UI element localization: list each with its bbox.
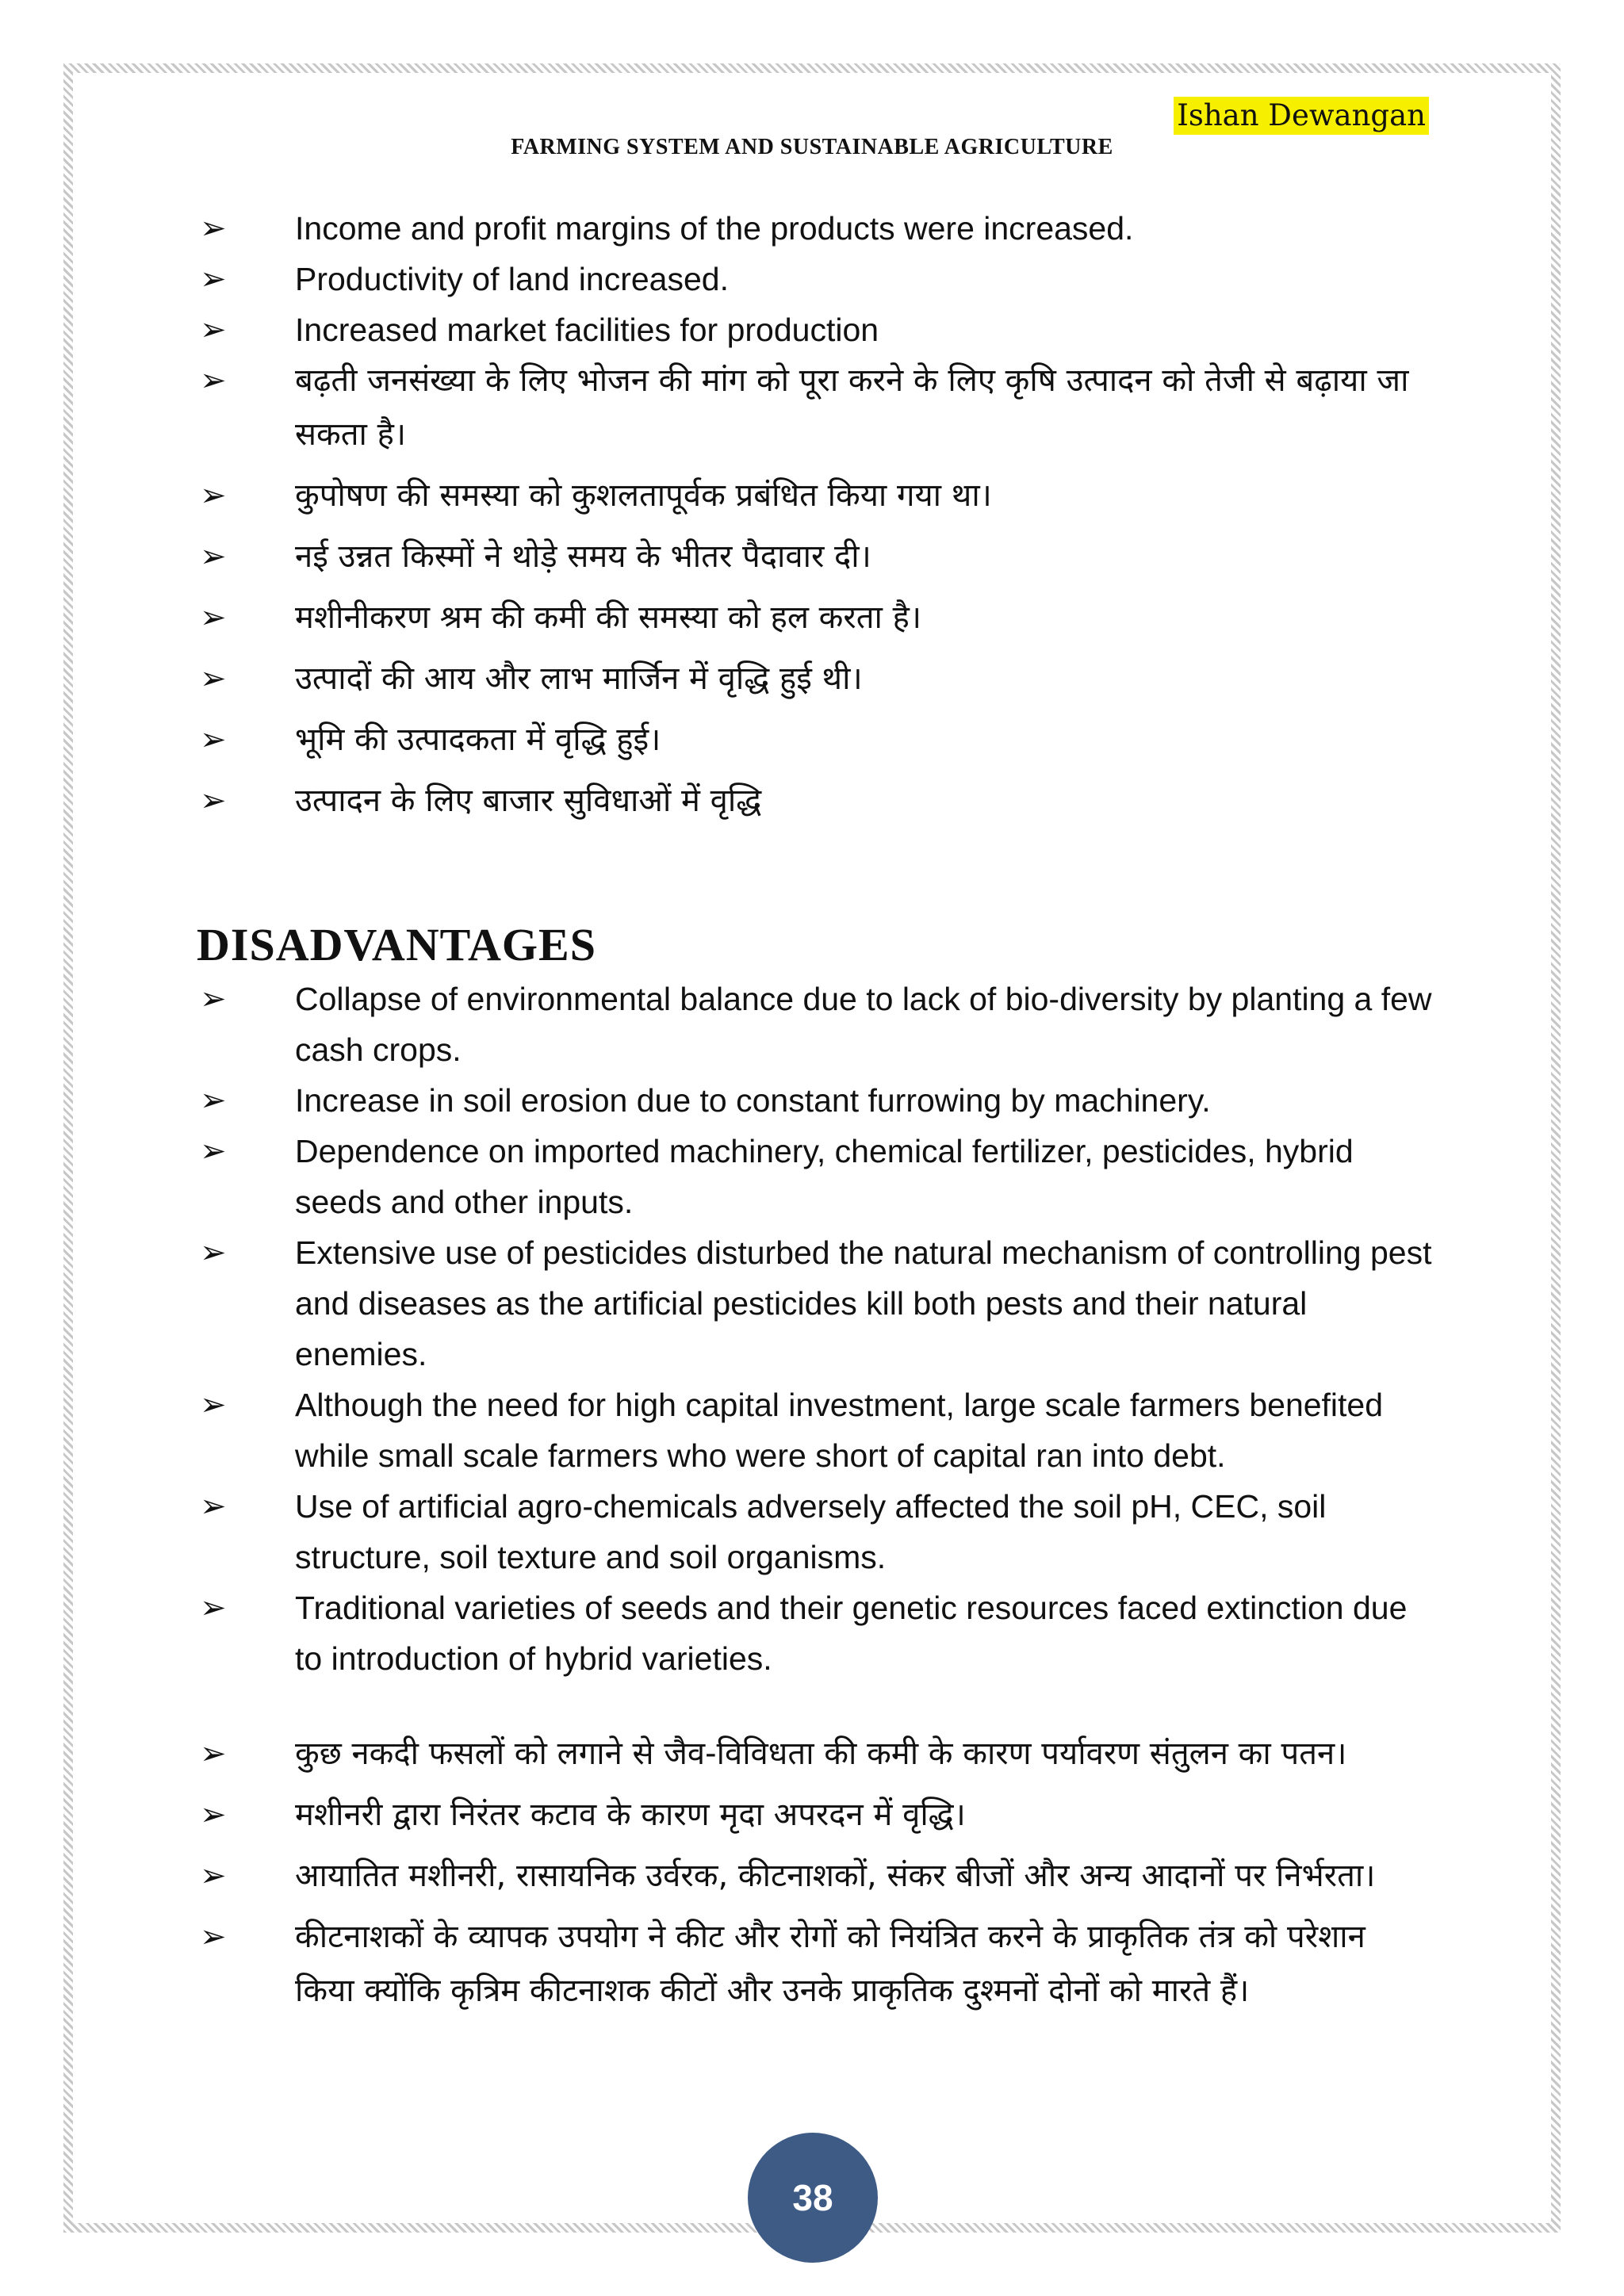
arrowhead-bullet-icon: ➢ [200,1735,227,1772]
list-item [0,1380,1624,1481]
list-item [0,1481,1624,1582]
list-item [0,354,1624,461]
list-item [0,1075,1624,1126]
arrowhead-bullet-icon: ➢ [200,312,227,348]
list-item-text: कुछ नकदी फसलों को लगाने से जैव-विविधता की कमी के कारण पर्यावरण संतुलन का पतन। [295,1735,1347,1772]
arrowhead-bullet-icon: ➢ [200,1488,227,1525]
arrowhead-bullet-icon: ➢ [200,261,227,297]
list-item-text: Extensive use of pesticides disturbed the natural mechanism of controlling pest and diseases as the artificial pesticides kill both pests and their natural enemies. [295,1234,1432,1372]
arrowhead-bullet-icon: ➢ [200,1797,227,1833]
list-item [0,1849,1624,1903]
list-item-text: Income and profit margins of the products were increased. [295,210,1134,247]
advantages-list-english [0,203,1624,355]
list-item [0,469,1624,522]
list-item [0,1727,1624,1781]
list-item [0,1788,1624,1842]
arrowhead-bullet-icon: ➢ [200,362,227,399]
arrowhead-bullet-icon: ➢ [200,1590,227,1626]
arrowhead-bullet-icon: ➢ [200,721,227,758]
list-item [0,591,1624,645]
arrowhead-bullet-icon: ➢ [200,1387,227,1423]
arrowhead-bullet-icon: ➢ [200,783,227,819]
list-item-text: आयातित मशीनरी, रासायनिक उर्वरक, कीटनाशकों, संकर बीजों और अन्य आदानों पर निर्भरता। [295,1858,1376,1894]
list-item [0,652,1624,706]
list-item-text: बढ़ती जनसंख्या के लिए भोजन की मांग को पूरा करने के लिए कृषि उत्पादन को तेजी से बढ़ाया जा सकता है। [295,362,1409,453]
list-item [0,203,1624,254]
arrowhead-bullet-icon: ➢ [200,477,227,514]
list-item-text: Increase in soil erosion due to constant furrowing by machinery. [295,1082,1211,1119]
advantages-list-hindi [0,354,1624,835]
list-item-text: Use of artificial agro-chemicals adversely affected the soil pH, CEC, soil structure, soil texture and soil organisms. [295,1488,1327,1575]
arrowhead-bullet-icon: ➢ [200,660,227,697]
arrowhead-bullet-icon: ➢ [200,1919,227,1955]
arrowhead-bullet-icon: ➢ [200,599,227,636]
list-item-text: मशीनरी द्वारा निरंतर कटाव के कारण मृदा अपरदन में वृद्धि। [295,1797,966,1833]
list-item-text: Increased market facilities for production [295,312,879,348]
arrowhead-bullet-icon: ➢ [200,981,227,1017]
arrowhead-bullet-icon: ➢ [200,538,227,575]
list-item-text: भूमि की उत्पादकता में वृद्धि हुई। [295,721,661,758]
list-item-text: कीटनाशकों के व्यापक उपयोग ने कीट और रोगों को नियंत्रित करने के प्राकृतिक तंत्र को परेशान किया क्योंकि कृत्रिम कीटनाशक कीटों और उनके प्राकृतिक दुश्मनों दोनों को मारते हैं। [295,1919,1365,2009]
list-item-text: Traditional varieties of seeds and their genetic resources faced extinction due to introduction of hybrid varieties. [295,1590,1408,1677]
list-item [0,304,1624,355]
arrowhead-bullet-icon: ➢ [200,1133,227,1169]
list-item [0,713,1624,767]
list-item-text: Dependence on imported machinery, chemical fertilizer, pesticides, hybrid seeds and other inputs. [295,1133,1354,1220]
section-heading-disadvantages: DISADVANTAGES [197,919,596,970]
disadvantages-list-english [0,974,1624,1684]
list-item [0,530,1624,584]
list-item-text: उत्पादन के लिए बाजार सुविधाओं में वृद्धि [295,783,762,819]
list-item-text: उत्पादों की आय और लाभ मार्जिन में वृद्धि हुई थी। [295,660,863,697]
header-title: FARMING SYSTEM AND SUSTAINABLE AGRICULTURE [511,135,1113,159]
list-item [0,774,1624,828]
list-item [0,1227,1624,1380]
arrowhead-bullet-icon: ➢ [200,1858,227,1894]
arrowhead-bullet-icon: ➢ [200,1082,227,1119]
list-item-text: मशीनीकरण श्रम की कमी की समस्या को हल करता है। [295,599,922,636]
list-item [0,1582,1624,1684]
list-item-text: Collapse of environmental balance due to lack of bio-diversity by planting a few cash crops. [295,981,1432,1068]
arrowhead-bullet-icon: ➢ [200,210,227,247]
page-number-badge: 38 [748,2133,878,2263]
list-item [0,254,1624,304]
list-item [0,974,1624,1075]
author-name: Ishan Dewangan [1174,97,1429,135]
disadvantages-list-hindi [0,1727,1624,2025]
list-item [0,1126,1624,1227]
list-item-text: Although the need for high capital investment, large scale farmers benefited while small scale farmers who were short of capital ran into debt. [295,1387,1384,1474]
list-item-text: Productivity of land increased. [295,261,729,297]
list-item-text: कुपोषण की समस्या को कुशलतापूर्वक प्रबंधित किया गया था। [295,477,992,514]
list-item [0,1910,1624,2018]
list-item-text: नई उन्नत किस्मों ने थोड़े समय के भीतर पैदावार दी। [295,538,871,575]
arrowhead-bullet-icon: ➢ [200,1234,227,1271]
